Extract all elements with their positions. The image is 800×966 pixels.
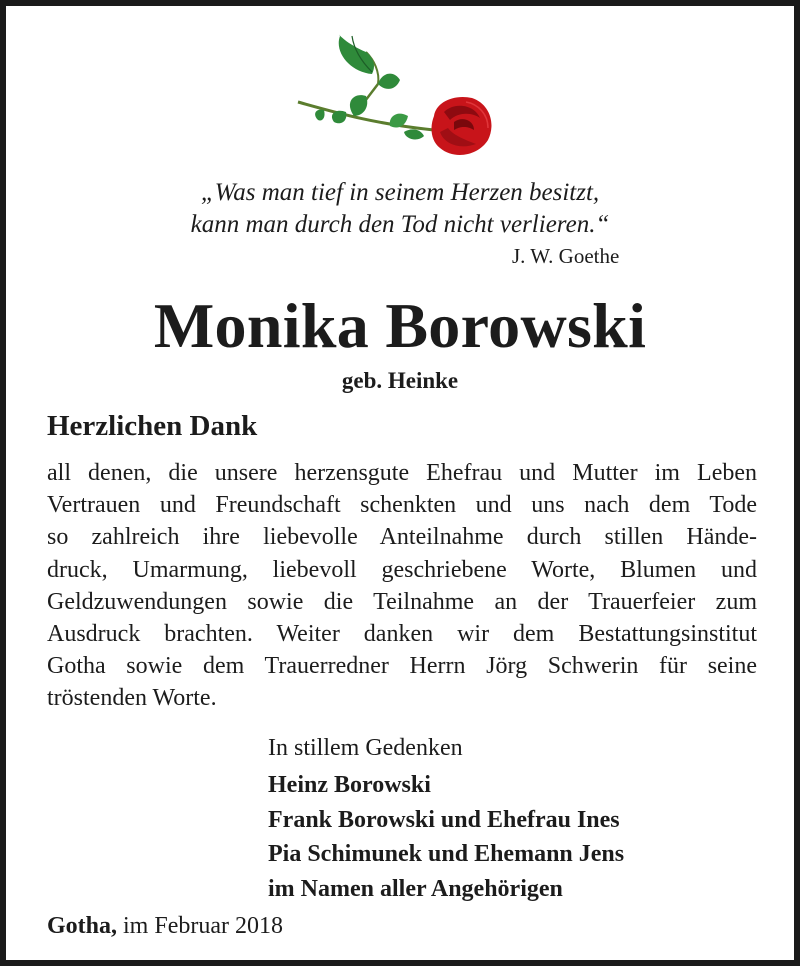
thanks-heading: Herzlichen Dank — [47, 410, 258, 442]
quote-line-1: „Was man tief in seinem Herzen besitzt, — [200, 179, 600, 206]
place-date — [47, 910, 283, 942]
message-line: tröstenden Worte. — [47, 685, 217, 712]
signers-list — [268, 768, 624, 906]
quote-author: J. W. Goethe — [512, 244, 620, 268]
city: Gotha, — [47, 913, 118, 939]
deceased-name: Monika Borowski — [153, 290, 647, 361]
maiden-name: geb. Heinke — [341, 368, 459, 393]
signer: Pia Schimunek und Ehemann Jens — [268, 841, 625, 867]
message-line: all denen, die unsere herzensgute Ehefrau und Mutter im Leben — [47, 460, 757, 486]
message-line: Ausdruck brachten. Weiter danken wir dem Bestattungsinstitut — [47, 621, 757, 648]
thanks-message — [47, 457, 757, 715]
message-line: Vertrauen und Freundschaft schenkten und uns nach dem Tode — [47, 492, 757, 519]
quote-line-2: kann man durch den Tod nicht verlieren.“ — [190, 211, 610, 238]
signoff: In stillem Gedenken — [268, 735, 463, 761]
message-line: so zahlreich ihre liebevolle Anteilnahme durch stillen Hände- — [47, 524, 757, 551]
red-rose-icon — [294, 32, 498, 162]
message-line: Geldzuwendungen sowie die Teilnahme an der Trauerfeier zum — [47, 588, 757, 615]
message-line: druck, Umarmung, liebevoll geschriebene Worte, Blumen und — [47, 556, 757, 583]
date: im Februar 2018 — [123, 913, 283, 939]
message-line: Gotha sowie dem Trauerredner Herrn Jörg Schwerin für seine — [47, 653, 757, 680]
signer: Heinz Borowski — [268, 772, 431, 798]
signer: Frank Borowski und Ehefrau Ines — [268, 806, 620, 833]
signer: im Namen aller Angehörigen — [268, 875, 563, 902]
